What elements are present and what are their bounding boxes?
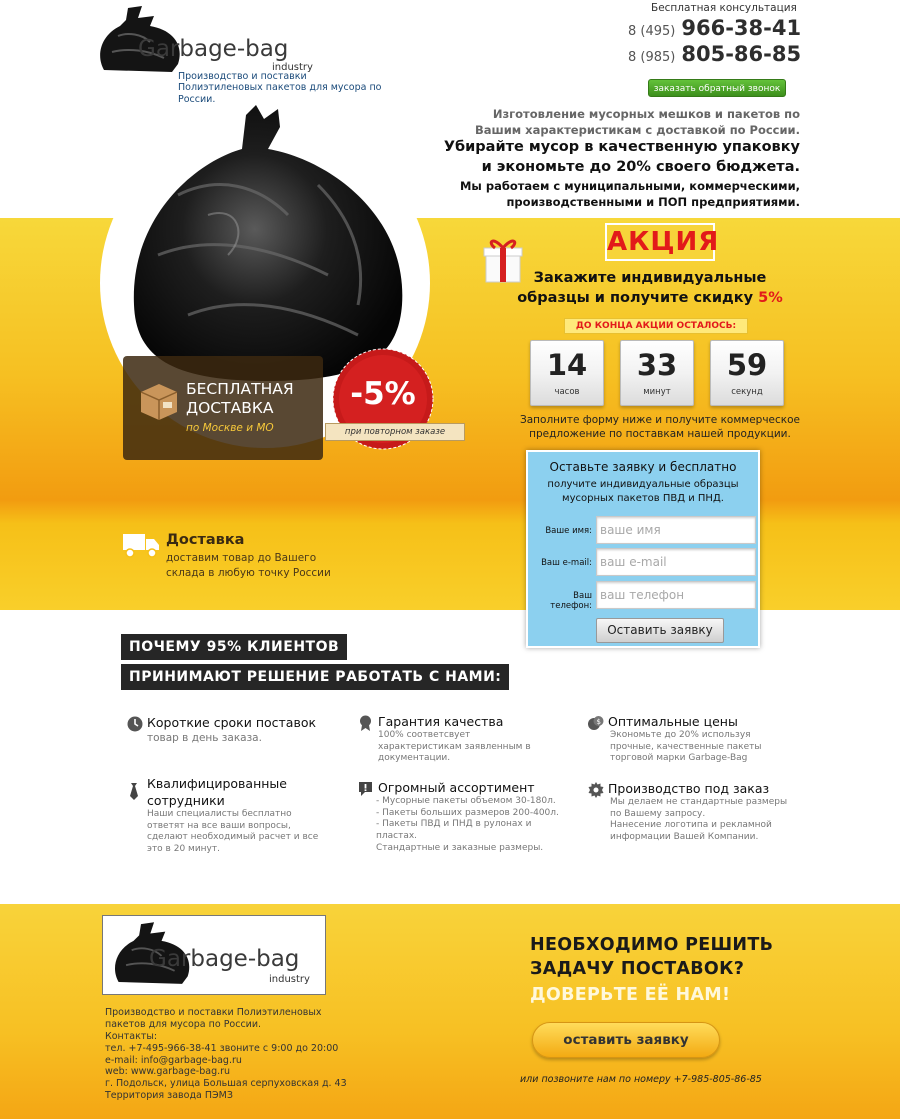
feature-title: Короткие сроки поставок: [147, 715, 317, 730]
clock-icon: [127, 716, 143, 732]
footer-web[interactable]: web: www.garbage-bag.ru: [105, 1066, 231, 1078]
cta-line-1: НЕОБХОДИМО РЕШИТЬ: [530, 935, 774, 955]
feature-desc: Экономьте до 20% используя прочные, качественные пакеты торговой марки Garbage-Bag: [610, 730, 762, 764]
svg-text:$: $: [596, 718, 601, 726]
countdown-minutes-label: минут: [643, 387, 671, 397]
deadline-label: ДО КОНЦА АКЦИИ ОСТАЛОСЬ:: [564, 318, 748, 334]
email-input[interactable]: ваш e-mail: [596, 548, 756, 576]
box-icon: [137, 380, 179, 422]
phone-1-prefix: 8 (495): [628, 24, 676, 39]
feature-title: Оптимальные цены: [608, 714, 738, 729]
countdown-hours-label: часов: [554, 387, 580, 397]
feature-desc: - Мусорные пакеты объемом 30-180л. - Пакеты больших размеров 200-400л. - Пакеты ПВД и ПНД в рулонах и пластах. Стандартные и заказные размеры.: [376, 796, 559, 853]
offer-text-main: Закажите индивидуальные образцы и получите скидку: [517, 270, 767, 307]
request-form: [526, 450, 760, 648]
feature-title: Квалифицированные сотрудники: [147, 776, 287, 808]
coins-icon: [588, 715, 604, 731]
phone-2-number: 805-86-85: [681, 42, 802, 66]
garbage-bag-image-icon: [118, 105, 418, 385]
feature-title: Огромный ассортимент: [378, 780, 535, 795]
discount-value: -5%: [350, 376, 416, 412]
tie-icon: [127, 782, 141, 800]
alert-speech-icon: [358, 781, 373, 797]
countdown-seconds: [710, 340, 784, 406]
intro-line-1: Изготовление мусорных мешков и пакетов по Вашим характеристикам с доставкой по России.: [474, 107, 800, 137]
countdown-hours-value: 14: [546, 348, 588, 382]
intro-line-2: Убирайте мусор в качественную упаковку и экономьте до 20% своего бюджета.: [443, 139, 800, 176]
footer-info-line: Контакты:: [105, 1030, 158, 1042]
footer-contacts: [105, 1007, 365, 1102]
footer-brand-subtitle: industry: [269, 974, 310, 985]
phone-2-prefix: 8 (985): [628, 50, 676, 65]
ribbon-badge-icon: [358, 715, 373, 732]
feature-desc: товар в день заказа.: [147, 732, 262, 744]
truck-icon: [122, 530, 160, 560]
why-heading-2: ПРИНИМАЮТ РЕШЕНИЕ РАБОТАТЬ С НАМИ:: [121, 664, 509, 690]
countdown-hours: [530, 340, 604, 406]
delivery-title: Доставка: [166, 532, 245, 548]
free-delivery-title: БЕСПЛАТНАЯ ДОСТАВКА: [186, 380, 294, 418]
delivery-text: доставим товар до Вашего склада в любую точку России: [166, 552, 331, 579]
footer-email[interactable]: e-mail: info@garbage-bag.ru: [105, 1054, 242, 1066]
feature-title: Производство под заказ: [608, 781, 770, 796]
footer-info-line: Производство и поставки Полиэтиленовых: [105, 1007, 322, 1018]
consult-label: Бесплатная консультация: [651, 2, 797, 14]
cta-line-2: ЗАДАЧУ ПОСТАВОК?: [530, 959, 745, 979]
feature-desc: 100% соответсвует характеристикам заявленным в документации.: [378, 730, 531, 764]
footer-info-line: пакетов для мусора по России.: [105, 1018, 262, 1030]
phone-label: Ваш телефон:: [550, 591, 592, 611]
cta-phone: или позвоните нам по номеру +7-985-805-86-85: [520, 1074, 762, 1085]
form-subtitle: получите индивидуальные образцы мусорных пакетов ПВД и ПНД.: [547, 479, 739, 504]
gear-icon: [588, 782, 604, 798]
leave-request-button[interactable]: оставить заявку: [532, 1022, 720, 1058]
phone-1-number: 966-38-41: [681, 16, 802, 40]
footer-info-line: Территория завода ПЭМЗ: [105, 1090, 233, 1102]
callback-button[interactable]: заказать обратный звонок: [648, 79, 786, 97]
phone-1[interactable]: [628, 16, 801, 40]
footer-info-line: г. Подольск, улица Большая серпуховская д. 43: [105, 1078, 347, 1090]
offer-text: [510, 268, 790, 309]
countdown-seconds-value: 59: [726, 348, 768, 382]
countdown-note: Заполните форму ниже и получите коммерческое предложение по поставкам нашей продукции.: [520, 414, 800, 441]
free-delivery-subtitle: по Москве и МО: [186, 422, 274, 434]
name-input[interactable]: ваше имя: [596, 516, 756, 544]
footer-info-line: тел. +7-495-966-38-41 звоните с 9:00 до 20:00: [105, 1042, 339, 1054]
feature-title: Гарантия качества: [378, 714, 504, 729]
phone-2[interactable]: [628, 42, 801, 66]
why-heading-1: ПОЧЕМУ 95% КЛИЕНТОВ: [121, 634, 347, 660]
cta-line-3: ДОВЕРЬТЕ ЕЁ НАМ!: [530, 985, 731, 1005]
countdown-minutes-value: 33: [636, 348, 678, 382]
footer-brand-name: Garbage-bag: [149, 946, 300, 972]
countdown-minutes: [620, 340, 694, 406]
countdown-seconds-label: секунд: [731, 387, 763, 397]
intro-line-3: Мы работаем с муниципальными, коммерческими, производственными и ПОП предприятиями.: [459, 179, 800, 210]
brand-name: Garbage-bag: [138, 36, 289, 62]
brand-subtitle: industry: [272, 62, 313, 73]
feature-desc: Мы делаем не стандартные размеры по Вашему запросу. Нанесение логотипа и рекламной информации Вашей Компании.: [610, 797, 788, 843]
phone-input[interactable]: ваш телефон: [596, 581, 756, 609]
feature-desc: Наши специалисты бесплатно ответят на все ваши вопросы, сделают необходимый расчет и все это в 20 минут.: [147, 809, 319, 855]
tagline: Производство и поставки Полиэтиленовых пакетов для мусора по России.: [178, 71, 382, 105]
email-label: Ваш e-mail:: [541, 558, 592, 568]
akcia-label: АКЦИЯ: [605, 223, 715, 261]
name-label: Ваше имя:: [545, 526, 592, 536]
submit-request-button[interactable]: Оставить заявку: [596, 618, 724, 643]
form-title: Оставьте заявку и бесплатно: [549, 460, 737, 474]
discount-note: при повторном заказе: [325, 423, 465, 441]
footer-logo[interactable]: [102, 915, 326, 995]
offer-percent: 5%: [758, 290, 783, 307]
